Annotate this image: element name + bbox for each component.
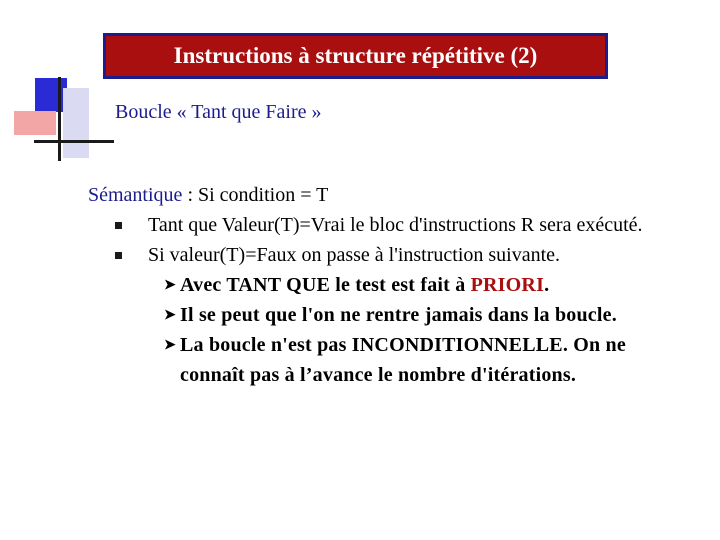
bullet-item: [88, 210, 688, 240]
sub-bullet-item: [88, 330, 688, 390]
bullet-item: [88, 240, 688, 270]
slide-body: [88, 180, 688, 390]
slide-subtitle: Boucle « Tant que Faire »: [115, 101, 322, 123]
arrowhead-bullet-icon: ➤: [164, 308, 176, 323]
semantic-condition: : Si condition = T: [182, 184, 329, 206]
square-bullet-icon: [115, 252, 122, 259]
priori-highlight: PRIORI: [470, 274, 545, 296]
vertical-rule: [58, 77, 61, 161]
arrowhead-bullet-icon: ➤: [164, 278, 176, 293]
horizontal-rule: [34, 140, 114, 143]
sub-bullet-period: .: [544, 274, 550, 296]
semantic-line: [88, 180, 688, 210]
square-bullet-icon: [115, 222, 122, 229]
arrowhead-bullet-icon: ➤: [164, 338, 176, 353]
semantic-label: Sémantique: [88, 184, 183, 206]
sub-bullet-item: [88, 300, 688, 330]
bullet-text: Si valeur(T)=Faux on passe à l'instruction suivante.: [148, 244, 561, 266]
slide-title: [103, 33, 608, 79]
pink-square: [14, 111, 56, 135]
slide-title-text: Instructions à structure répétitive (2): [173, 43, 538, 68]
sub-bullet-text: Il se peut que l'on ne rentre jamais dans la boucle.: [180, 304, 617, 326]
sub-bullet-item: [88, 270, 688, 300]
lavender-bar: [63, 88, 89, 158]
sub-bullet-text: La boucle n'est pas INCONDITIONNELLE. On ne connaît pas à l’avance le nombre d'itérations.: [180, 334, 626, 386]
bullet-text: Tant que Valeur(T)=Vrai le bloc d'instructions R sera exécuté.: [148, 214, 643, 236]
sub-bullet-text: Avec TANT QUE le test est fait à: [180, 274, 471, 296]
